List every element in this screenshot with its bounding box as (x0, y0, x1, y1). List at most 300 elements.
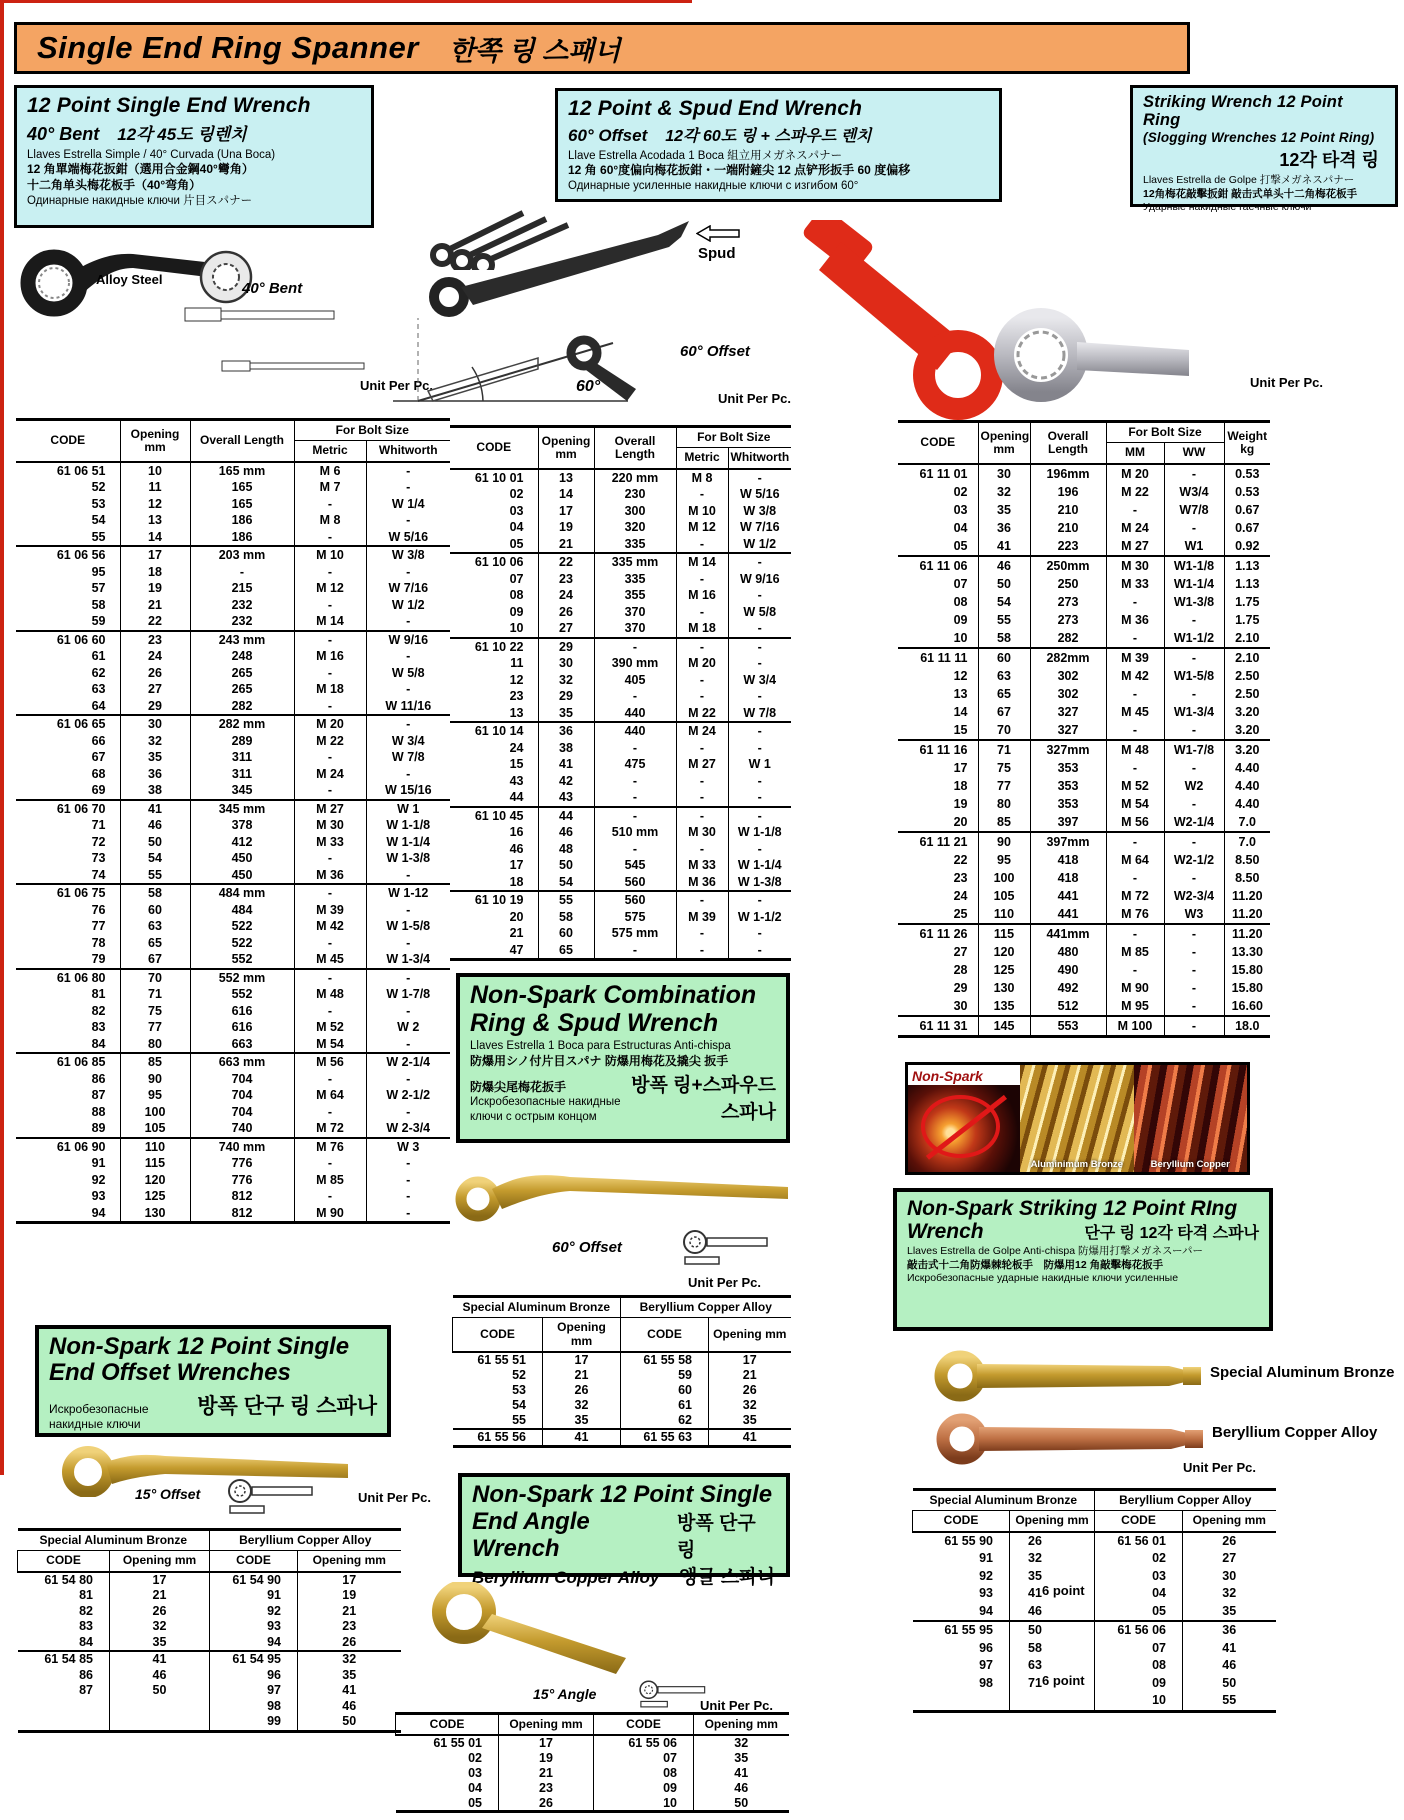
table-cell: 210 (1030, 519, 1106, 537)
section-striking-wrench-header (1130, 85, 1398, 214)
table-cell: - (366, 1071, 450, 1088)
table-row (450, 789, 791, 807)
table-cell: 196mm (1030, 464, 1106, 483)
desc-ru-2: ключи с острым концом (470, 1111, 597, 1124)
table-cell: - (294, 1071, 366, 1088)
nonspark-striking-table (912, 1488, 1276, 1713)
table-cell: 21 (499, 1766, 594, 1781)
table-cell: 663 mm (190, 1053, 294, 1071)
table-cell: 24 (538, 587, 594, 604)
table-cell: 71 (1010, 1675, 1095, 1693)
table-cell: 560 (594, 874, 676, 892)
table-cell: 273 (1030, 593, 1106, 611)
table-cell: - (1164, 979, 1224, 997)
table-cell: W3/4 (1164, 483, 1224, 501)
table-cell: 0.53 (1224, 483, 1270, 501)
table-cell: 355 (594, 587, 676, 604)
table-cell: 441 (1030, 905, 1106, 924)
table-cell: M 90 (294, 1205, 366, 1223)
table-cell: - (676, 942, 728, 960)
table-cell: 23 (499, 1781, 594, 1796)
col-ww: WW (1164, 443, 1224, 464)
table-row (450, 705, 791, 723)
table-cell: 24 (120, 648, 190, 665)
table-cell: 441 (1030, 887, 1106, 905)
table-row (16, 1188, 450, 1205)
table-row (898, 924, 1270, 943)
table-cell: 79 (91, 952, 106, 967)
table-cell: 60 (120, 902, 190, 919)
table-cell: W 7/8 (728, 705, 791, 723)
table-cell: W 5/8 (366, 665, 450, 682)
table-cell: 85 (978, 813, 1030, 832)
table-cell: 54 (91, 513, 106, 528)
table-cell: 78 (91, 935, 106, 950)
table-row (898, 593, 1270, 611)
table-cell: M 12 (294, 580, 366, 597)
table-cell: M 24 (676, 722, 728, 740)
table-cell: 95 (91, 564, 106, 579)
col-mm: MM (1106, 443, 1164, 464)
table-cell: 282 (190, 698, 294, 716)
spud-arrow-icon (696, 225, 740, 242)
section-title: Non-Spark 12 Point Single (472, 1481, 773, 1508)
table-cell: 20 (509, 909, 524, 924)
table-cell: 67 (120, 951, 190, 969)
table-row (16, 884, 450, 902)
table-row (16, 462, 450, 480)
table-cell: 91 (979, 1551, 993, 1566)
striking-wrench-figure (798, 205, 1398, 420)
table-cell: 05 (1095, 1603, 1183, 1622)
table-row (16, 631, 450, 649)
table-cell: - (1106, 721, 1164, 740)
table-cell: M 18 (676, 620, 728, 638)
table-row (913, 1585, 1276, 1603)
table-cell: 55 (512, 1413, 526, 1428)
table-cell: 77 (120, 1019, 190, 1036)
table-row (16, 902, 450, 919)
table-cell: 61 55 56 (453, 1429, 543, 1447)
table-cell: 522 (190, 935, 294, 952)
table-cell: M 39 (294, 902, 366, 919)
table-cell: 196 (1030, 483, 1106, 501)
six-point-note-1: 6 point (1042, 1583, 1085, 1598)
table-cell: M 36 (294, 867, 366, 885)
table-cell: 12 (953, 668, 968, 683)
table-cell: - (294, 1188, 366, 1205)
table-cell: 21 (538, 536, 594, 554)
table-cell: 90 (120, 1071, 190, 1088)
table-cell: - (1164, 759, 1224, 777)
table-cell: 75 (120, 1003, 190, 1020)
table-cell: - (294, 749, 366, 766)
table-cell: 14 (953, 704, 968, 719)
table-cell: 8.50 (1224, 851, 1270, 869)
table-cell: 61 55 01 (433, 1736, 482, 1751)
table-cell: 250mm (1030, 556, 1106, 575)
table-cell: 510 mm (594, 824, 676, 841)
table-cell: M 22 (294, 733, 366, 750)
table-cell: W 1/2 (728, 536, 791, 554)
desc-zh-simp: 十二角单头梅花板手（40°弯角） (27, 178, 202, 193)
table-cell: 61 (91, 649, 106, 664)
table-cell: 77 (91, 919, 106, 934)
table-cell: - (594, 789, 676, 807)
table-cell: 23 (509, 689, 524, 704)
table-cell: 55 (1183, 1692, 1276, 1711)
table-cell: 3.20 (1224, 721, 1270, 740)
table-row (16, 597, 450, 614)
table-cell: 105 (978, 887, 1030, 905)
table-cell: 115 (978, 924, 1030, 943)
table-cell: 311 (190, 766, 294, 783)
table-row (16, 749, 450, 766)
table-cell: 32 (694, 1735, 789, 1751)
table-cell: 41 (1010, 1585, 1095, 1603)
table-cell: 61 55 63 (621, 1429, 709, 1447)
table-row (450, 909, 791, 926)
table-cell: 552 mm (190, 969, 294, 987)
table-cell: W3 (1164, 905, 1224, 924)
table-cell: - (728, 942, 791, 960)
section-title: Striking Wrench 12 Point Ring (1143, 93, 1343, 130)
table-cell: W 5/16 (728, 486, 791, 503)
table-cell: M 45 (1106, 703, 1164, 721)
table-cell: 22 (120, 613, 190, 631)
table-row (450, 571, 791, 588)
table-cell: 484 (190, 902, 294, 919)
table-cell: M 30 (294, 817, 366, 834)
table-cell: 41 (298, 1683, 401, 1699)
section-title-2: End Offset Wrenches (49, 1359, 291, 1387)
table-cell: 0.53 (1224, 464, 1270, 483)
table-cell: 282 (1030, 629, 1106, 648)
table-cell: W2 (1164, 777, 1224, 795)
table-cell: 75 (978, 759, 1030, 777)
table-row (450, 503, 791, 520)
table-cell: 2.10 (1224, 648, 1270, 667)
angle-60-label: 60° (576, 378, 601, 395)
desc-ru-1: Искробезопасные (49, 1401, 149, 1416)
spud-wrench-table (450, 425, 791, 961)
table-cell: 23 (953, 870, 968, 885)
table-cell: 232 (190, 597, 294, 614)
col-opening: Opening mm (499, 1714, 594, 1736)
section-title: 12 Point Single End Wrench (27, 94, 311, 117)
section-title: 12 Point & Spud End Wrench (568, 97, 863, 120)
unit-per-pc-label: Unit Per Pc. (688, 1275, 761, 1290)
table-cell: W 1-3/4 (366, 951, 450, 969)
table-cell: 13 (120, 512, 190, 529)
table-cell: 07 (509, 571, 524, 586)
table-cell: 17 (953, 760, 968, 775)
table-cell: 32 (298, 1651, 401, 1668)
table-cell: 27 (538, 620, 594, 638)
table-cell: - (676, 841, 728, 858)
table-cell: - (594, 942, 676, 960)
table-cell: - (366, 935, 450, 952)
col-code: CODE (1095, 1511, 1183, 1532)
table-cell: - (728, 655, 791, 672)
table-row (450, 942, 791, 960)
table-row (450, 620, 791, 638)
table-cell: 30 (1183, 1568, 1276, 1586)
table-cell: 61 11 16 (898, 740, 978, 759)
table-cell: 19 (298, 1588, 401, 1604)
table-row (16, 867, 450, 885)
table-row (898, 777, 1270, 795)
table-cell: - (728, 620, 791, 638)
table-row (16, 580, 450, 597)
table-cell: - (366, 969, 450, 987)
table-row (898, 997, 1270, 1016)
table-cell: - (366, 564, 450, 581)
table-row (453, 1429, 791, 1447)
table-cell: 120 (120, 1172, 190, 1189)
table-cell: 89 (91, 1121, 106, 1136)
table-cell: 19 (499, 1751, 594, 1766)
table-cell: 41 (1183, 1640, 1276, 1658)
table-cell: 110 (120, 1138, 190, 1156)
table-cell: - (294, 597, 366, 614)
col-bolt-size: For Bolt Size (1106, 422, 1224, 443)
table-cell: 94 (979, 1603, 993, 1618)
table-cell: - (728, 587, 791, 604)
table-row (898, 519, 1270, 537)
table-cell: - (676, 672, 728, 689)
table-cell: 61 06 85 (16, 1053, 120, 1071)
table-cell: M 20 (676, 655, 728, 672)
table-cell: 370 (594, 604, 676, 621)
table-row (16, 1138, 450, 1156)
section-subtitle: 40° Bent (27, 123, 100, 144)
table-cell: 02 (468, 1751, 482, 1766)
table-cell: M 24 (1106, 519, 1164, 537)
table-row (913, 1568, 1276, 1586)
table-cell: 58 (978, 629, 1030, 648)
table-cell: 94 (210, 1635, 298, 1652)
table-cell: W 1 (728, 756, 791, 773)
table-cell: 215 (190, 580, 294, 597)
table-cell: 21 (543, 1368, 621, 1383)
table-cell: 125 (120, 1188, 190, 1205)
table-cell: 4.40 (1224, 795, 1270, 813)
table-cell: 62 (91, 665, 106, 680)
col-aluminum-bronze: Special Aluminum Bronze (453, 1297, 621, 1318)
table-cell: M 30 (1106, 556, 1164, 575)
table-cell: - (1106, 961, 1164, 979)
table-cell: M 10 (294, 546, 366, 564)
table-cell: 07 (953, 576, 968, 591)
table-row (898, 501, 1270, 519)
table-cell: - (366, 613, 450, 631)
table-cell: 61 06 65 (16, 715, 120, 733)
table-cell: 07 (1095, 1640, 1183, 1658)
table-cell: 186 (190, 512, 294, 529)
table-cell: 54 (120, 850, 190, 867)
table-cell: W 3/8 (728, 503, 791, 520)
table-cell: 43 (509, 773, 524, 788)
table-row (16, 1087, 450, 1104)
table-row (16, 986, 450, 1003)
table-cell: 335 (594, 536, 676, 554)
col-opening: Opening mm (978, 422, 1030, 464)
table-row (16, 733, 450, 750)
table-row (898, 483, 1270, 501)
table-cell: 704 (190, 1071, 294, 1088)
table-cell: 64 (91, 698, 106, 713)
table-cell: 165 mm (190, 462, 294, 480)
page-edge-top-line (0, 0, 692, 3)
section-nonspark-offset-header (35, 1325, 391, 1437)
table-row (16, 479, 450, 496)
table-cell: M 42 (294, 918, 366, 935)
col-weight: Weight kg (1224, 422, 1270, 464)
table-cell: 335 (594, 571, 676, 588)
table-cell: - (676, 638, 728, 656)
table-cell: 02 (509, 487, 524, 502)
desc-es: Llaves Estrella Simple / 40° Curvada (Una Boca) (27, 148, 276, 161)
table-cell: 7.0 (1224, 813, 1270, 832)
table-cell: W 1-1/8 (366, 817, 450, 834)
table-cell: - (366, 1205, 450, 1223)
table-cell: 61 54 90 (210, 1572, 298, 1589)
alloy-steel-label: Alloy Steel (96, 272, 163, 287)
striking-wrench-table (898, 420, 1270, 1038)
table-cell: 46 (694, 1781, 789, 1796)
table-cell: 80 (978, 795, 1030, 813)
table-cell: W 7/16 (728, 519, 791, 536)
table-cell: 441mm (1030, 924, 1106, 943)
bent-wrench-table (16, 418, 450, 1224)
col-opening: Opening mm (110, 1551, 210, 1572)
table-row (450, 824, 791, 841)
table-cell: 60 (978, 648, 1030, 667)
table-row (913, 1532, 1276, 1551)
table-row (16, 1155, 450, 1172)
table-cell: 289 (190, 733, 294, 750)
table-cell: W 2-1/4 (366, 1053, 450, 1071)
page-title-banner (14, 22, 1190, 74)
table-cell: M 6 (294, 462, 366, 480)
table-cell: 61 11 01 (919, 466, 968, 481)
table-cell: M 18 (294, 681, 366, 698)
table-cell: 83 (91, 1020, 106, 1035)
table-row (16, 613, 450, 631)
table-cell: 135 (978, 997, 1030, 1016)
table-cell: M 100 (1106, 1016, 1164, 1037)
table-cell: M 33 (294, 834, 366, 851)
table-cell: - (1106, 759, 1164, 777)
table-cell: 88 (91, 1104, 106, 1119)
table-cell: 26 (1183, 1532, 1276, 1551)
table-cell: 30 (120, 715, 190, 733)
table-cell: - (676, 604, 728, 621)
table-cell: - (366, 1172, 450, 1189)
table-cell: 47 (509, 942, 524, 957)
table-cell: 17 (538, 503, 594, 520)
table-cell: 03 (468, 1766, 482, 1781)
table-cell: 74 (91, 867, 106, 882)
table-cell: 26 (1010, 1532, 1095, 1551)
table-cell: W2-1/2 (1164, 851, 1224, 869)
section-subtitle-korean: 12각 45도 링렌치 (117, 124, 247, 144)
table-cell: 86 (79, 1667, 93, 1682)
table-cell: 243 mm (190, 631, 294, 649)
table-cell: - (676, 925, 728, 942)
table-cell: - (1106, 924, 1164, 943)
table-cell: - (728, 688, 791, 705)
table-cell: 812 (190, 1188, 294, 1205)
ring-bars-diagram-icon (225, 1478, 315, 1520)
table-cell: 32 (120, 733, 190, 750)
nonspark-angle-table (395, 1712, 789, 1813)
table-cell: 05 (953, 538, 968, 553)
table-cell: 20 (953, 814, 968, 829)
table-cell: W 1-1/4 (366, 834, 450, 851)
desc-ru: Искробезопасные ударные накидные ключи усиленные (907, 1272, 1179, 1285)
table-row (913, 1621, 1276, 1640)
table-cell: 14 (538, 486, 594, 503)
table-row (16, 546, 450, 564)
table-cell: 32 (543, 1398, 621, 1413)
table-cell: 30 (538, 655, 594, 672)
table-cell: 54 (978, 593, 1030, 611)
table-row (16, 529, 450, 547)
table-cell: M 8 (676, 469, 728, 487)
table-cell: 210 (1030, 501, 1106, 519)
table-cell: 99 (210, 1714, 298, 1731)
korean-label: 단구 링 12각 타격 스파나 (1084, 1225, 1259, 1243)
section-title: Non-Spark Striking 12 Point RIng (907, 1197, 1238, 1220)
table-cell: 23 (538, 571, 594, 588)
table-cell: W 2 (366, 1019, 450, 1036)
table-cell: 11 (120, 479, 190, 496)
table-cell: M 20 (1106, 464, 1164, 483)
table-row (16, 681, 450, 698)
table-cell: 100 (120, 1104, 190, 1121)
table-row (898, 979, 1270, 997)
table-cell: M 52 (1106, 777, 1164, 795)
table-row (898, 887, 1270, 905)
table-cell: W 3/8 (366, 546, 450, 564)
table-row (450, 841, 791, 858)
table-cell: 92 (210, 1604, 298, 1620)
table-cell: 36 (978, 519, 1030, 537)
col-whitworth: Whitworth (366, 441, 450, 462)
desc-zh-trad: 12 角單端梅花扳鉗（選用合金鋼40°彎角） (27, 162, 254, 177)
table-cell: 04 (509, 520, 524, 535)
table-cell: - (728, 722, 791, 740)
section-subtitle-korean: 12각 60도 링 + 스파우드 렌치 (665, 127, 872, 145)
table-cell: W 15/16 (366, 782, 450, 800)
section-nonspark-striking-header (893, 1188, 1273, 1331)
table-cell: 67 (91, 750, 106, 765)
table-cell: 42 (538, 773, 594, 790)
table-cell: 18.0 (1224, 1016, 1270, 1037)
table-row (450, 672, 791, 689)
table-cell: 19 (538, 519, 594, 536)
table-row (18, 1572, 401, 1589)
table-cell: 28 (953, 962, 968, 977)
table-row (450, 553, 791, 571)
table-cell: 397mm (1030, 832, 1106, 851)
table-cell: - (1164, 943, 1224, 961)
table-cell: M 39 (1106, 648, 1164, 667)
table-cell: 26 (120, 665, 190, 682)
table-cell: 61 55 58 (621, 1352, 709, 1368)
